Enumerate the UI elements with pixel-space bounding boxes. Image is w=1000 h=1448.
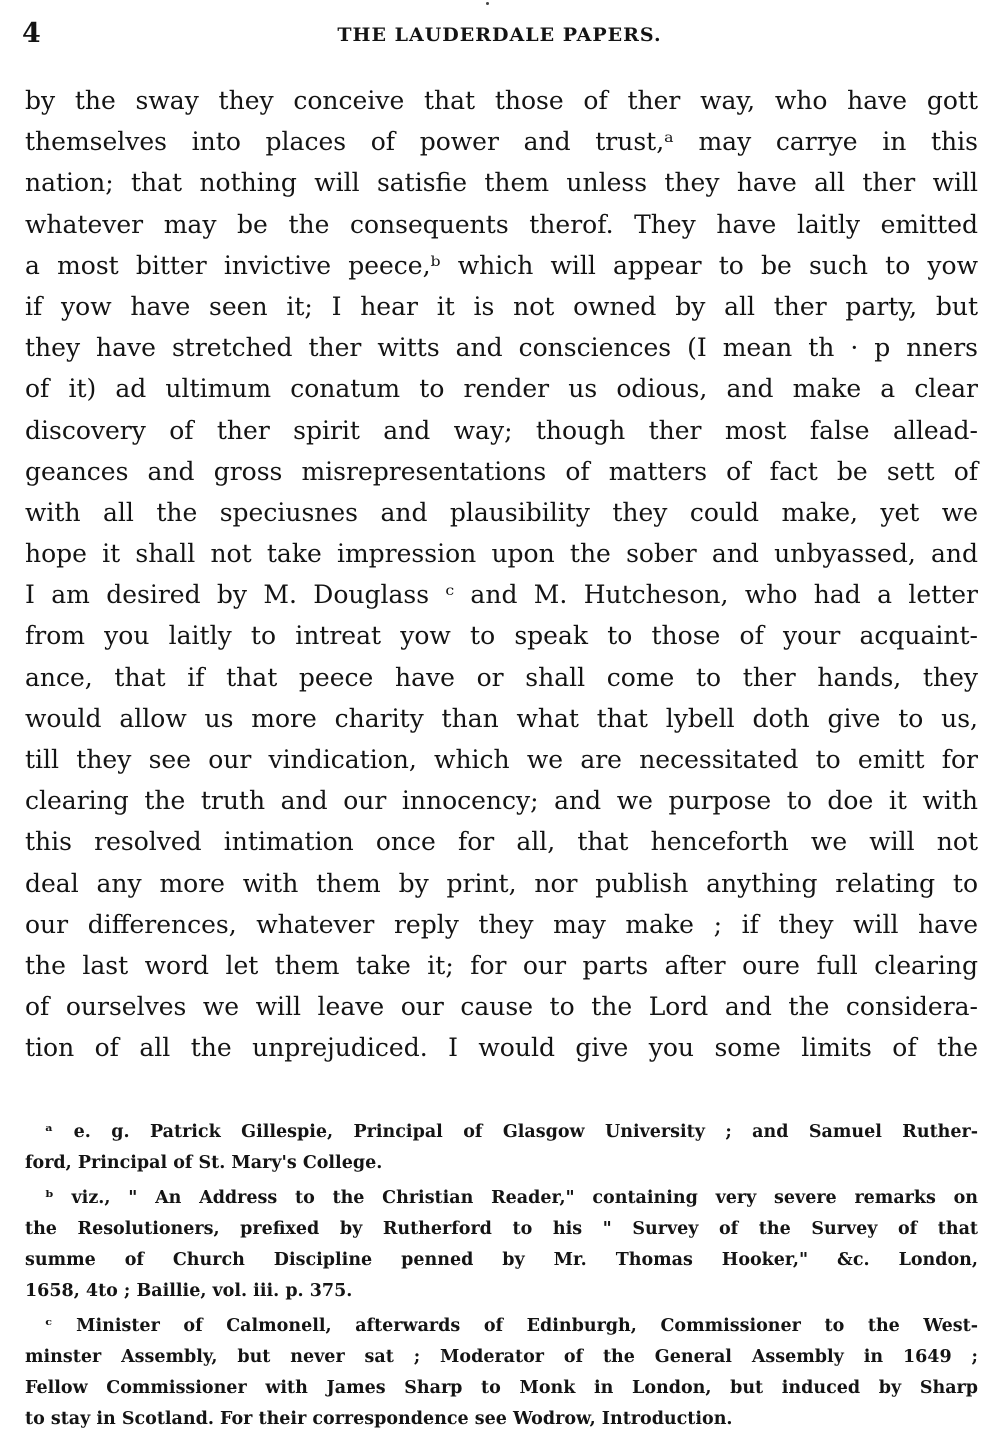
body-line: with all the speciusnes and plausibility they could make, yet we: [25, 497, 978, 527]
footnote-line: ᵃ e. g. Patrick Gillespie, Principal of Glasgow University ; and Samuel Ruther-: [45, 1122, 978, 1142]
body-line: if yow have seen it; I hear it is not owned by all ther party, but: [25, 291, 978, 321]
footnote-marker: ᵇ: [45, 1188, 54, 1208]
body-line: ance, that if that peece have or shall come to ther hands, they: [25, 662, 978, 692]
footnote-c: [25, 1311, 978, 1435]
footnotes: [25, 1117, 978, 1435]
body-line: themselves into places of power and trust,ᵃ may carrye in this: [25, 127, 978, 157]
body-line: geances and gross misrepresentations of matters of fact be sett of: [25, 456, 978, 486]
body-line: would allow us more charity than what that lybell doth give to us,: [25, 703, 978, 733]
page-number: 4: [22, 18, 41, 49]
footnote-marker: ᶜ: [45, 1316, 53, 1336]
footnote-line: to stay in Scotland. For their correspondence see Wodrow, Introduction.: [25, 1409, 733, 1429]
body-line: I am desired by M. Douglass ᶜ and M. Hutcheson, who had a letter: [25, 580, 978, 610]
body-line: they have stretched ther witts and consciences (I mean th · p nners: [25, 333, 978, 363]
body-line: of ourselves we will leave our cause to the Lord and the considera-: [25, 992, 978, 1022]
body-text: [25, 80, 978, 1069]
body-line: whatever may be the consequents therof. They have laitly emitted: [25, 209, 978, 239]
footnote-line: minster Assembly, but never sat ; Moderator of the General Assembly in 1649 ;: [25, 1347, 978, 1367]
body-line: this resolved intimation once for all, that henceforth we will not: [25, 827, 978, 857]
running-title: THE LAUDERDALE PAPERS.: [337, 24, 662, 46]
footnote-line: ᵇ viz., " An Address to the Christian Reader," containing very severe remarks on: [45, 1188, 979, 1208]
body-line: from you laitly to intreat yow to speak to those of your acquaint-: [25, 621, 978, 651]
body-line: clearing the truth and our innocency; and we purpose to doe it with: [25, 786, 978, 816]
body-line: our differences, whatever reply they may make ; if they will have: [25, 909, 978, 939]
footnote-marker: ᵃ: [45, 1122, 54, 1142]
footnote-line: summe of Church Discipline penned by Mr. Thomas Hooker," &c. London,: [25, 1250, 978, 1270]
body-line: till they see our vindication, which we are necessitated to emitt for: [25, 745, 978, 774]
page-header: [22, 18, 977, 50]
print-speck: [486, 2, 489, 5]
footnote-line: the Resolutioners, prefixed by Rutherford to his " Survey of the Survey of that: [25, 1219, 978, 1239]
body-line: of it) ad ultimum conatum to render us odious, and make a clear: [25, 374, 978, 404]
footnote-line: ford, Principal of St. Mary's College.: [25, 1153, 383, 1173]
footnote-line: Fellow Commissioner with James Sharp to Monk in London, but induced by Sharp: [25, 1378, 978, 1398]
body-line: tion of all the unprejudiced. I would give you some limits of the: [25, 1033, 978, 1063]
footnote-line: ᶜ Minister of Calmonell, afterwards of Edinburgh, Commissioner to the West-: [45, 1316, 978, 1336]
body-line: deal any more with them by print, nor publish anything relating to: [25, 868, 978, 898]
footnote-line: 1658, 4to ; Baillie, vol. iii. p. 375.: [25, 1281, 353, 1301]
body-line: by the sway they conceive that those of ther way, who have gott: [25, 86, 978, 115]
body-line: a most bitter invictive peece,ᵇ which will appear to be such to yow: [25, 250, 978, 280]
footnote-a: [25, 1117, 978, 1179]
footnote-b: [25, 1183, 978, 1307]
body-line: discovery of ther spirit and way; though ther most false allead-: [25, 415, 978, 445]
body-line: nation; that nothing will satisfie them unless they have all ther will: [25, 168, 978, 198]
body-line: hope it shall not take impression upon the sober and unbyassed, and: [25, 539, 978, 569]
body-line: the last word let them take it; for our parts after oure full clearing: [25, 950, 978, 980]
